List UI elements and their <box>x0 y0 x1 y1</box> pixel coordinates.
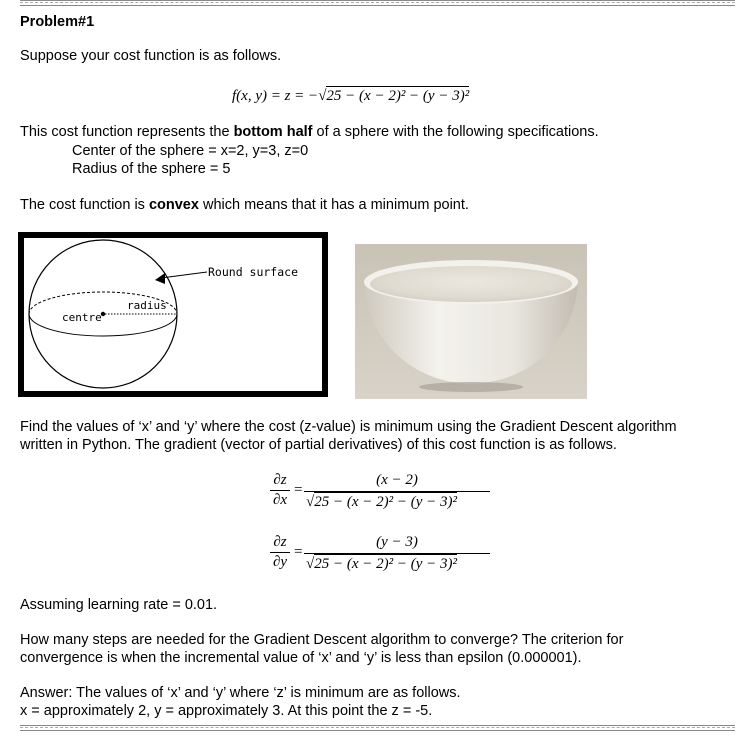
x-gradient-denominator <box>306 494 457 511</box>
sphere-diagram-canvas <box>24 238 322 391</box>
dzdx-bar <box>270 490 290 491</box>
dzdy-numerator: ∂z <box>273 534 287 550</box>
dzdx-numerator: ∂z <box>273 472 287 488</box>
sqrt-icon: √ <box>306 494 315 510</box>
centre-label: centre <box>62 311 102 324</box>
partial-dzdx-fraction <box>268 472 292 512</box>
intro-text: Suppose your cost function is as follows. <box>20 48 282 64</box>
cost-function-equation <box>232 88 469 105</box>
description-pre: This cost function represents the <box>20 124 234 140</box>
convex-post: which means that it has a minimum point. <box>198 197 469 213</box>
round-surface-leader <box>161 272 207 278</box>
sphere-diagram <box>18 232 328 397</box>
problem-title: Problem#1 <box>20 14 95 30</box>
sphere-radius: Radius of the sphere = 5 <box>72 161 231 177</box>
answer-line2: x = approximately 2, y = approximately 3. At this point the z = -5. <box>20 703 433 719</box>
bowl-inside <box>370 266 572 302</box>
sqrt-icon: √ <box>318 88 327 104</box>
convex-line <box>20 197 469 214</box>
x-gradient-numerator: (x − 2) <box>376 472 418 488</box>
y-gradient-radicand: 25 − (x − 2)² − (y − 3)² <box>314 556 458 572</box>
learning-rate: Assuming learning rate = 0.01. <box>20 597 218 613</box>
dzdy-denominator: ∂y <box>272 554 288 570</box>
sphere-figure <box>24 238 322 391</box>
question-line1: How many steps are needed for the Gradient Descent algorithm to converge? The criterion for <box>20 632 624 648</box>
y-gradient-fraction <box>304 534 490 576</box>
dzdx-equals: = <box>294 482 303 498</box>
y-gradient-numerator: (y − 3) <box>376 534 418 550</box>
x-gradient-fraction <box>304 472 490 514</box>
cost-function-radicand: 25 − (x − 2)² − (y − 3)² <box>326 88 470 104</box>
bowl-image <box>355 244 587 399</box>
partial-dzdy-fraction <box>268 534 292 574</box>
description-bold: bottom half <box>233 124 313 140</box>
round-surface-arrow <box>155 273 165 284</box>
cost-function-lhs: f(x, y) = z = − <box>232 88 319 104</box>
description-line <box>20 124 599 141</box>
equator-front <box>29 314 177 336</box>
dzdy-equals: = <box>294 544 303 560</box>
description-post: of a sphere with the following specifications. <box>312 124 599 140</box>
convex-pre: The cost function is <box>20 197 149 213</box>
sphere-center: Center of the sphere = x=2, y=3, z=0 <box>72 143 309 159</box>
bottom-rule <box>20 725 735 731</box>
dzdy-bar <box>270 552 290 553</box>
gradient-intro-line2: written in Python. The gradient (vector of partial derivatives) of this cost function is as follows. <box>20 437 617 453</box>
gradient-intro-line1: Find the values of ‘x’ and ‘y’ where the cost (z-value) is minimum using the Gradient Descent algorithm <box>20 419 677 435</box>
radius-label: radius <box>127 299 167 312</box>
dzdx-denominator: ∂x <box>272 492 288 508</box>
y-gradient-denominator <box>306 556 457 573</box>
bowl-foot-shadow <box>419 382 523 392</box>
x-gradient-radicand: 25 − (x − 2)² − (y − 3)² <box>314 494 458 510</box>
answer-line1: Answer: The values of ‘x’ and ‘y’ where ‘z’ is minimum are as follows. <box>20 685 461 701</box>
top-rule <box>20 0 735 6</box>
sqrt-icon: √ <box>306 556 315 572</box>
round-surface-label: Round surface <box>208 265 299 279</box>
question-line2: convergence is when the incremental value of ‘x’ and ‘y’ is less than epsilon (0.000001). <box>20 650 582 666</box>
convex-bold: convex <box>148 197 199 213</box>
